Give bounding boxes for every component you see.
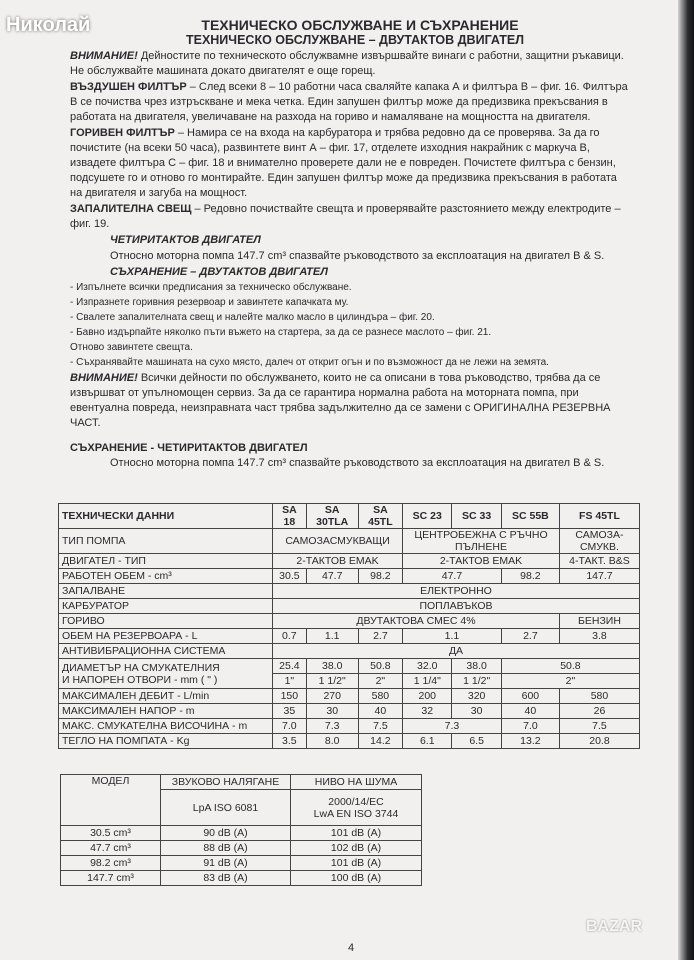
table-row: МОДЕЛ ЗВУКОВО НАЛЯГАНЕ НИВО НА ШУМА: [61, 775, 422, 790]
table-row: 98.2 cm³ 91 dB (A) 101 dB (A): [61, 856, 422, 871]
storage-two-stroke-heading: СЪХРАНЕНИЕ – ДВУТАКТОВ ДВИГАТЕЛ: [110, 266, 328, 278]
section-title-two-stroke: ТЕХНИЧЕСКО ОБСЛУЖВАНЕ – ДВУТАКТОВ ДВИГАТЕЛ: [185, 33, 525, 47]
table-row: LpA ISO 6081 2000/14/EC LwA EN ISO 3744: [61, 790, 422, 826]
fuel-filter-label: ГОРИВЕН ФИЛТЪР: [70, 127, 175, 139]
four-stroke-heading: ЧЕТИРИТАКТОВ ДВИГАТЕЛ: [110, 234, 261, 246]
table-row: 1" 1 1/2" 2" 1 1/4" 1 1/2" 2": [59, 674, 640, 689]
fuel-filter-text: – Намира се на входа на карбуратора и трябва редовно да се проверява. За да го почистите (на всеки 50 часа), развинтете винт А – фиг. 17, отделете изходния накрайник с маркуча В, извадете филтъра С – фиг. 18 и внимателно проверете дали не е повреден. Почистете филтъра с бензин, подсушете го и отново го монтирайте. Един запушен филтър може да предизвика прекъсвания в работата на двигателя и загуба на мощност.: [70, 127, 617, 199]
table-row: МАКС. СМУКАТЕЛНА ВИСОЧИНА - m 7.0 7.3 7.5 7.3 7.0 7.5: [59, 719, 640, 734]
table-row: ДИАМЕТЪР НА СМУКАТЕЛНИЯ И НАПОРЕН ОТВОРИ - mm ( " ) 25.4 38.0 50.8 32.0 38.0 50.8: [59, 659, 640, 674]
technical-data-table: [58, 503, 640, 749]
table-row: РАБОТЕН ОБЕМ - cm³ 30.5 47.7 98.2 47.7 98.2 147.7: [59, 569, 640, 584]
storage-four-stroke-text: Относно моторна помпа 147.7 cm³ спазвайте ръководството за експлоатация на двигател B & S.: [110, 457, 605, 469]
document-body: [70, 18, 630, 471]
warning2-paragraph: [70, 371, 630, 431]
fuel-filter-paragraph: [70, 126, 630, 201]
air-filter-paragraph: [70, 80, 630, 125]
storage-item: - Свалете запалителната свещ и налейте малко масло в цилиндъра – фиг. 20.: [70, 312, 435, 323]
warning-paragraph: [70, 49, 630, 79]
table-row: ТЕГЛО НА ПОМПАТА - Kg 3.5 8.0 14.2 6.1 6.5 13.2 20.8: [59, 734, 640, 749]
uploader-name: Николай: [6, 14, 91, 36]
table-row: ДВИГАТЕЛ - ТИП 2-ТАКТОВ EMAK 2-ТАКТОВ EMAK 4-ТАКТ. B&S: [59, 554, 640, 569]
table-row: МАКСИМАЛЕН ДЕБИТ - L/min 150 270 580 200 320 600 580: [59, 689, 640, 704]
storage-item: - Изпразнете горивния резервоар и завинтете капачката му.: [70, 297, 349, 308]
air-filter-text: – След всеки 8 – 10 работни часа сваляйте капака А и филтъра В – фиг. 16. Филтъра В се почиства чрез изтръскване и мека четка. Един запушен филтър може да предизвика прекъсвания в работата на двигателя, увеличаване на разхода на гориво и намаляване на мощността на двигателя.: [70, 81, 628, 123]
table-row: КАРБУРАТОР ПОПЛАВЪКОВ: [59, 599, 640, 614]
table-row: ЗАПАЛВАНЕ ЕЛЕКТРОННО: [59, 584, 640, 599]
storage-item: - Съхранявайте машината на сухо място, далеч от открит огън и по възможност да не лежи на земята.: [70, 357, 549, 368]
table-row: 47.7 cm³ 88 dB (A) 102 dB (A): [61, 841, 422, 856]
main-title: ТЕХНИЧЕСКО ОБСЛУЖВАНЕ И СЪХРАНЕНИЕ: [201, 17, 519, 33]
table-row: ГОРИВО ДВУТАКТОВА СМЕС 4% БЕНЗИН: [59, 614, 640, 629]
storage-item: - Изпълнете всички предписания за техническо обслужване.: [70, 282, 352, 293]
storage-item: - Бавно издърпайте няколко пъти въжето на стартера, за да се разнесе маслото – фиг. 21.: [70, 327, 492, 338]
table-row: ОБЕМ НА РЕЗЕРВОАРА - L 0.7 1.1 2.7 1.1 2.7 3.8: [59, 629, 640, 644]
warning2-text: Всички дейности по обслужването, които не са описани в това ръководство, трябва да се извършват от упълномощен сервиз. За да се гарантира нормална работа на моторната помпа, при евентуална повреда, неизправната част трябва задължително да се замени с ОРИГИНАЛНА РЕЗЕРВНА ЧАСТ.: [70, 372, 611, 429]
spark-plug-paragraph: [70, 202, 630, 232]
spark-plug-label: ЗАПАЛИТЕЛНА СВЕЩ: [70, 203, 192, 215]
table-row: 147.7 cm³ 83 dB (A) 100 dB (A): [61, 871, 422, 886]
noise-table: [60, 774, 422, 886]
table-row: АНТИВИБРАЦИОННА СИСТЕМА ДА: [59, 644, 640, 659]
table-row: 30.5 cm³ 90 dB (A) 101 dB (A): [61, 826, 422, 841]
storage-item: Отново завинтете свещта.: [70, 342, 193, 353]
site-logo: BAZAR: [586, 918, 642, 935]
table-row: ТИП ПОМПА САМОЗАСМУКВАЩИ ЦЕНТРОБЕЖНА С РЪЧНО ПЪЛНЕНЕ САМОЗА-СМУКВ.: [59, 529, 640, 554]
table-row: ТЕХНИЧЕСКИ ДАННИ SA 18 SA 30TLA SA 45TL SC 23 SC 33 SC 55B FS 45TL: [59, 504, 640, 529]
storage-four-stroke-heading: СЪХРАНЕНИЕ - ЧЕТИРИТАКТОВ ДВИГАТЕЛ: [70, 442, 308, 454]
air-filter-label: ВЪЗДУШЕН ФИЛТЪР: [70, 81, 187, 93]
page-number: 4: [348, 942, 355, 954]
warning2-label: ВНИМАНИЕ!: [70, 372, 138, 384]
spark-plug-text: – Редовно почиствайте свещта и проверявайте разстоянието между електродите – фиг. 19.: [70, 203, 621, 230]
warning-label: ВНИМАНИЕ!: [70, 50, 138, 62]
warning-text: Дейностите по техническото обслужвамне извършвайте винаги с работни, защитни ръкавици. Не обслужвайте машината докато двигателят е още горещ.: [70, 50, 624, 77]
four-stroke-text: Относно моторна помпа 147.7 cm³ спазвайте ръководството за експлоатация на двигател B & S.: [110, 250, 605, 262]
binder-edge: [678, 0, 694, 960]
table-row: МАКСИМАЛЕН НАПОР - m 35 30 40 32 30 40 26: [59, 704, 640, 719]
